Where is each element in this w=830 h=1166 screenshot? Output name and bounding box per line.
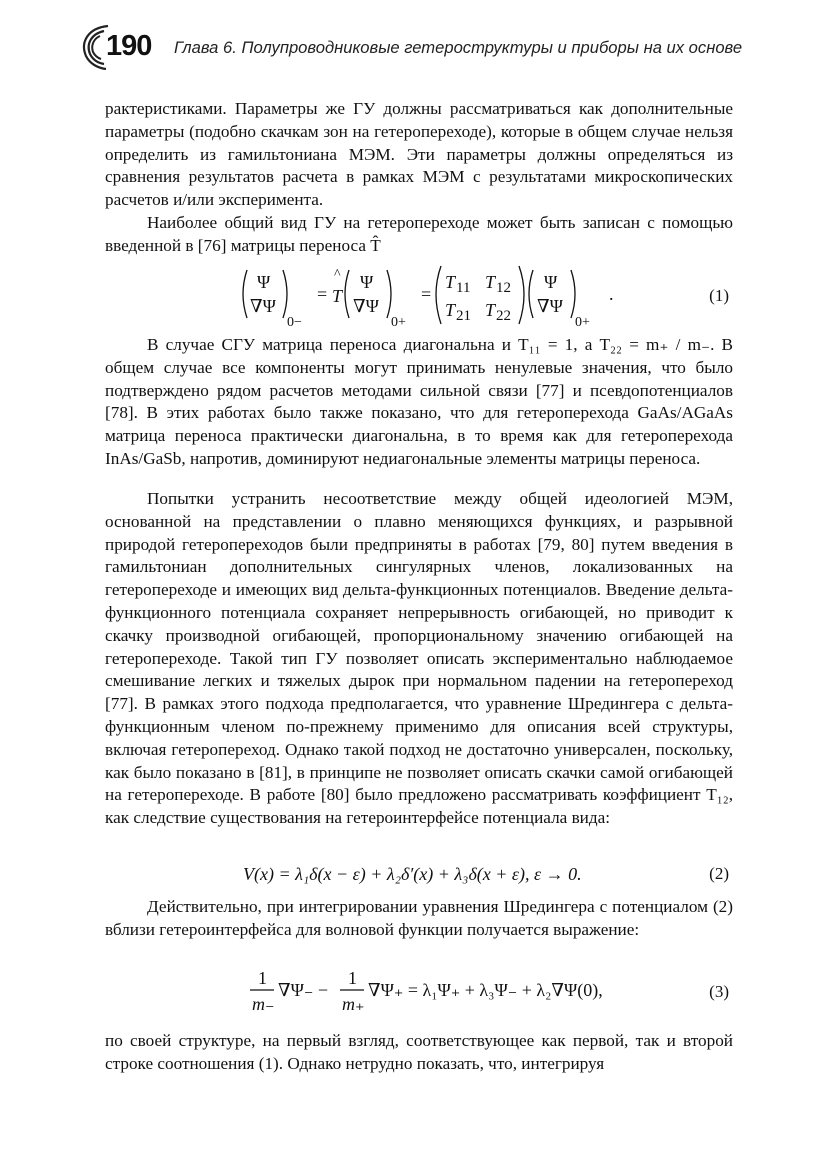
running-header (78, 22, 758, 72)
paragraph-1 (105, 98, 733, 212)
eq1-lhs-sub: 0− (287, 315, 302, 330)
equation-1 (105, 264, 733, 330)
eq3-frac1-den: m₋ (252, 994, 275, 1014)
eq1-t12-sub: 12 (496, 280, 511, 296)
paragraph-5 (105, 896, 733, 942)
eq1-rhs-top: Ψ (544, 272, 558, 292)
eq1-t11: T (445, 272, 456, 292)
paragraph-4 (105, 488, 733, 830)
running-title: Глава 6. Полупроводниковые гетероструктуры и приборы на их основе (174, 38, 743, 57)
paragraph-text: В случае СГУ матрица переноса диагональна и T₁₁ = 1, а T₂₂ = m₊ / m₋. В общем случае все компоненты могут принимать ненулевые значения, что было подтверждено рядом расчетов методами сильной связи [77] и псевдопотенциалов [78]. В этих работах было также показано, что для гетероперехода GaAs/AGaAs матрица переноса практически диагональна, в то время как для гетероперехода InAs/GaSb, напротив, доминируют недиагональные элементы матрицы переноса. (105, 335, 733, 468)
eq1-rhs-sub: 0+ (575, 315, 590, 330)
eq1-t12: T (485, 272, 496, 292)
page-number: 190 (106, 30, 152, 62)
paragraph-text: Действительно, при интегрировании уравнения Шредингера с потенциалом (2) вблизи гетероинтерфейса для волновой функции получается выражение: (105, 897, 733, 939)
paragraph-3 (105, 334, 733, 471)
eq1-t11-sub: 11 (456, 280, 471, 296)
eq1-t-hat: T (332, 286, 343, 306)
eq1-dot: . (609, 284, 614, 304)
eq1-t22-sub: 22 (496, 308, 511, 324)
eq1-hat: ^ (334, 267, 341, 282)
eq3-frac1-num: 1 (258, 968, 267, 988)
eq1-t21-sub: 21 (456, 308, 471, 324)
paragraph-2 (105, 212, 733, 258)
eq1-lhs-bottom: ∇Ψ (250, 296, 276, 316)
equation-3 (105, 966, 733, 1020)
equation-1-formula (237, 264, 717, 330)
equation-number: (1) (709, 286, 729, 305)
eq1-rhs-bottom: ∇Ψ (537, 296, 563, 316)
eq1-mid-bottom: ∇Ψ (353, 296, 379, 316)
eq3-frac2-den: m₊ (342, 994, 365, 1014)
paragraph-text: по своей структуре, на первый взгляд, соответствующее как первой, так и второй строке соотношения (1). Однако нетрудно показать, что, интегрируя (105, 1031, 733, 1073)
eq1-mid-top: Ψ (360, 272, 374, 292)
eq1-lhs-top: Ψ (257, 272, 271, 292)
eq1-t22: T (485, 300, 496, 320)
eq3-term2: ∇Ψ₊ = λ₁Ψ₊ + λ₃Ψ₋ + λ₂∇Ψ(0), (368, 980, 603, 1000)
paragraph-text: рактеристиками. Параметры же ГУ должны рассматриваться как дополнительные параметры (подобно скачкам зон на гетеропереходе), которые в общем случае нельзя определить из гамильтониана МЭМ. Эти параметры должны определяться из сравнения результатов расчета в рамках МЭМ с результатами микроскопических расчетов и/или эксперимента. (105, 99, 733, 210)
paragraph-text: Наиболее общий вид ГУ на гетеропереходе может быть записан с помощью введенной в [76] матрицы переноса T̂ (105, 213, 733, 255)
eq3-term1: ∇Ψ₋ − (278, 980, 329, 1000)
eq3-frac2-num: 1 (348, 968, 357, 988)
eq1-mid-sub: 0+ (391, 315, 406, 330)
eq1-t21: T (445, 300, 456, 320)
paragraph-text: Попытки устранить несоответствие между общей идеологией МЭМ, основанной на представлении о плавно меняющихся функциях, и разрывной природой гетеропереходов были предприняты в работах [79, 80] путем введения в гамильтониан дополнительных сингулярных членов, локализованных на гетеропереходе и имеющих вид дельта-функционных потенциалов. Введение дельта-функционного потенциала сохраняет непрерывность огибающей, но приводит к скачку производной огибающей, пропорциональному значению огибающей на гетеропереходе. Такой тип ГУ позволяет описать экспериментально наблюдаемое смешивание легких и тяжелых дырок при нормальном падении на гетеропереход [77]. В рамках этого подхода предполагается, что уравнение Шредингера с дельта-функционным членом по-прежнему применимо для описания всей структуры, включая гетеропереход. Однако такой подход не достаточно универсален, поскольку, как было показано в [81], в принципе не позволяет описать скачки самой огибающей на гетеропереходе. В работе [80] было предложено рассматривать коэффициент T₁₂, как следствие существования на гетероинтерфейсе потенциала вида: (105, 489, 733, 828)
paragraph-6 (105, 1030, 733, 1076)
equation-number: (3) (709, 982, 729, 1001)
equation-3-formula (250, 966, 720, 1020)
eq1-equals-2: = (421, 284, 432, 304)
equation-2-formula: V(x) = λ₁δ(x − ε) + λ₂δ′(x) + λ₃δ(x + ε), ε → 0. (243, 864, 582, 884)
equation-number: (2) (709, 864, 729, 883)
equation-2 (105, 864, 733, 890)
eq1-equals: = (317, 284, 328, 304)
